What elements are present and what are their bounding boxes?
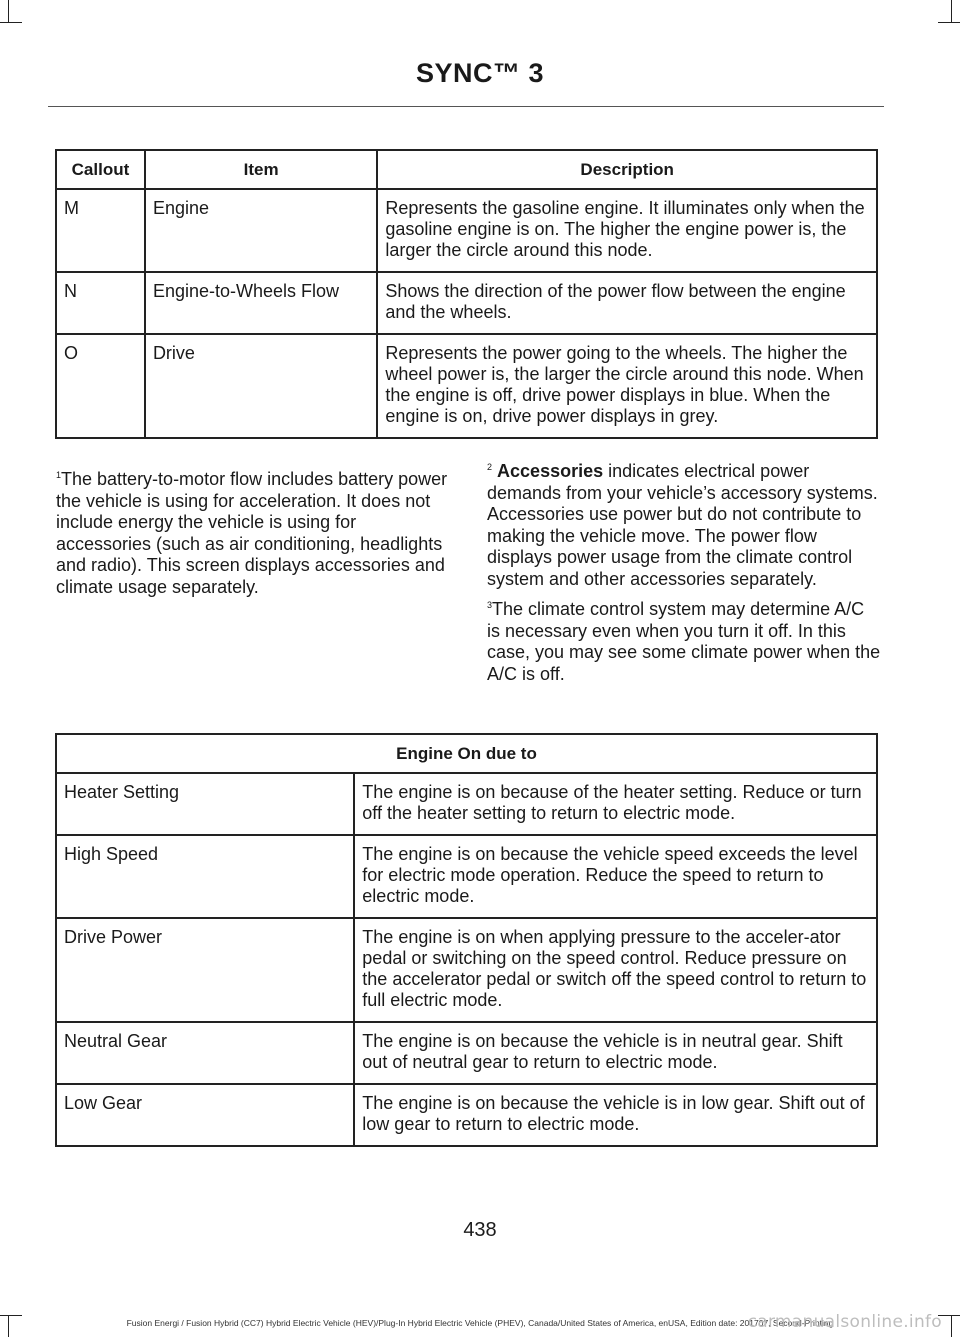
footer-edition-text: Fusion Energi / Fusion Hybrid (CC7) Hybrid Electric Vehicle (HEV)/Plug-In Hybrid Electric Vehicle (PHEV), Canada/United States of America, enUSA, Edition date: 201707, Second-Printing bbox=[126, 1318, 834, 1328]
crop-mark bbox=[8, 1315, 9, 1337]
crop-mark bbox=[8, 0, 9, 22]
crop-mark bbox=[0, 1315, 22, 1316]
table-row bbox=[56, 918, 877, 1022]
table-header-row bbox=[56, 150, 877, 189]
description-cell: The engine is on because the vehicle is in neutral gear. Shift out of neutral gear to return to electric mode. bbox=[354, 1022, 877, 1084]
crop-mark bbox=[951, 1315, 952, 1337]
page-title: SYNC™ 3 bbox=[415, 58, 545, 88]
description-cell: The engine is on when applying pressure to the acceler-ator pedal or switching on the speed control. Reduce pressure on the accelerator pedal or switch off the speed control to return to full electric mode. bbox=[354, 918, 877, 1022]
page-number: 438 bbox=[463, 1219, 497, 1241]
reason-cell: High Speed bbox=[56, 835, 354, 918]
crop-mark bbox=[951, 0, 952, 22]
reason-cell: Low Gear bbox=[56, 1084, 354, 1146]
footnote-column-right bbox=[487, 461, 882, 694]
table-row bbox=[56, 835, 877, 918]
table-row bbox=[56, 189, 877, 272]
footnote-marker: 1 bbox=[56, 470, 62, 480]
table-row bbox=[56, 1022, 877, 1084]
reason-cell: Drive Power bbox=[56, 918, 354, 1022]
footnote-3 bbox=[487, 599, 882, 685]
crop-mark bbox=[0, 22, 22, 23]
watermark: carmanualsonline.info bbox=[747, 1312, 942, 1332]
footnote-text: indicates electrical power demands from your vehicle’s accessory systems. Accessories use power but do not contribute to making the vehicle move. The power flow displays power usage from the climate control system and other accessories separately. bbox=[487, 461, 878, 589]
reason-cell: Heater Setting bbox=[56, 773, 354, 835]
reason-cell: Neutral Gear bbox=[56, 1022, 354, 1084]
column-header-item: Item bbox=[145, 150, 377, 189]
callout-cell: O bbox=[56, 334, 145, 438]
table-row bbox=[56, 334, 877, 438]
footnote-2 bbox=[487, 461, 882, 590]
footnote-text: The battery-to-motor flow includes battery power the vehicle is using for acceleration. It does not include energy the vehicle is using for accessories (such as air conditioning, headlights and radio). This screen displays accessories and climate usage separately. bbox=[56, 469, 448, 597]
footnote-column-left bbox=[56, 469, 452, 607]
footnote-marker: 2 bbox=[487, 462, 493, 472]
description-cell: Shows the direction of the power flow between the engine and the wheels. bbox=[377, 272, 877, 334]
description-cell: Represents the gasoline engine. It illuminates only when the gasoline engine is on. The higher the engine power is, the larger the circle around this node. bbox=[377, 189, 877, 272]
callout-cell: M bbox=[56, 189, 145, 272]
callout-table bbox=[55, 149, 878, 439]
footnote-term: Accessories bbox=[497, 461, 604, 481]
table-row bbox=[56, 272, 877, 334]
header-divider bbox=[48, 106, 884, 107]
footnote-marker: 3 bbox=[487, 600, 493, 610]
engine-on-table bbox=[55, 733, 878, 1147]
footnote-text: The climate control system may determine A/C is necessary even when you turn it off. In this case, you may see some climate power when the A/C is off. bbox=[487, 599, 881, 684]
item-cell: Drive bbox=[145, 334, 377, 438]
description-cell: Represents the power going to the wheels. The higher the wheel power is, the larger the circle around this node. When the engine is off, drive power displays in blue. When the engine is on, drive power displays in grey. bbox=[377, 334, 877, 438]
item-cell: Engine-to-Wheels Flow bbox=[145, 272, 377, 334]
table-row bbox=[56, 1084, 877, 1146]
crop-mark bbox=[938, 22, 960, 23]
column-header-callout: Callout bbox=[56, 150, 145, 189]
item-cell: Engine bbox=[145, 189, 377, 272]
table-header-row bbox=[56, 734, 877, 773]
column-header-description: Description bbox=[377, 150, 877, 189]
table-row bbox=[56, 773, 877, 835]
footnote-1 bbox=[56, 469, 452, 598]
description-cell: The engine is on because of the heater setting. Reduce or turn off the heater setting to return to electric mode. bbox=[354, 773, 877, 835]
callout-cell: N bbox=[56, 272, 145, 334]
engine-on-header: Engine On due to bbox=[56, 734, 877, 773]
description-cell: The engine is on because the vehicle is in low gear. Shift out of low gear to return to electric mode. bbox=[354, 1084, 877, 1146]
description-cell: The engine is on because the vehicle speed exceeds the level for electric mode operation. Reduce the speed to return to electric mode. bbox=[354, 835, 877, 918]
